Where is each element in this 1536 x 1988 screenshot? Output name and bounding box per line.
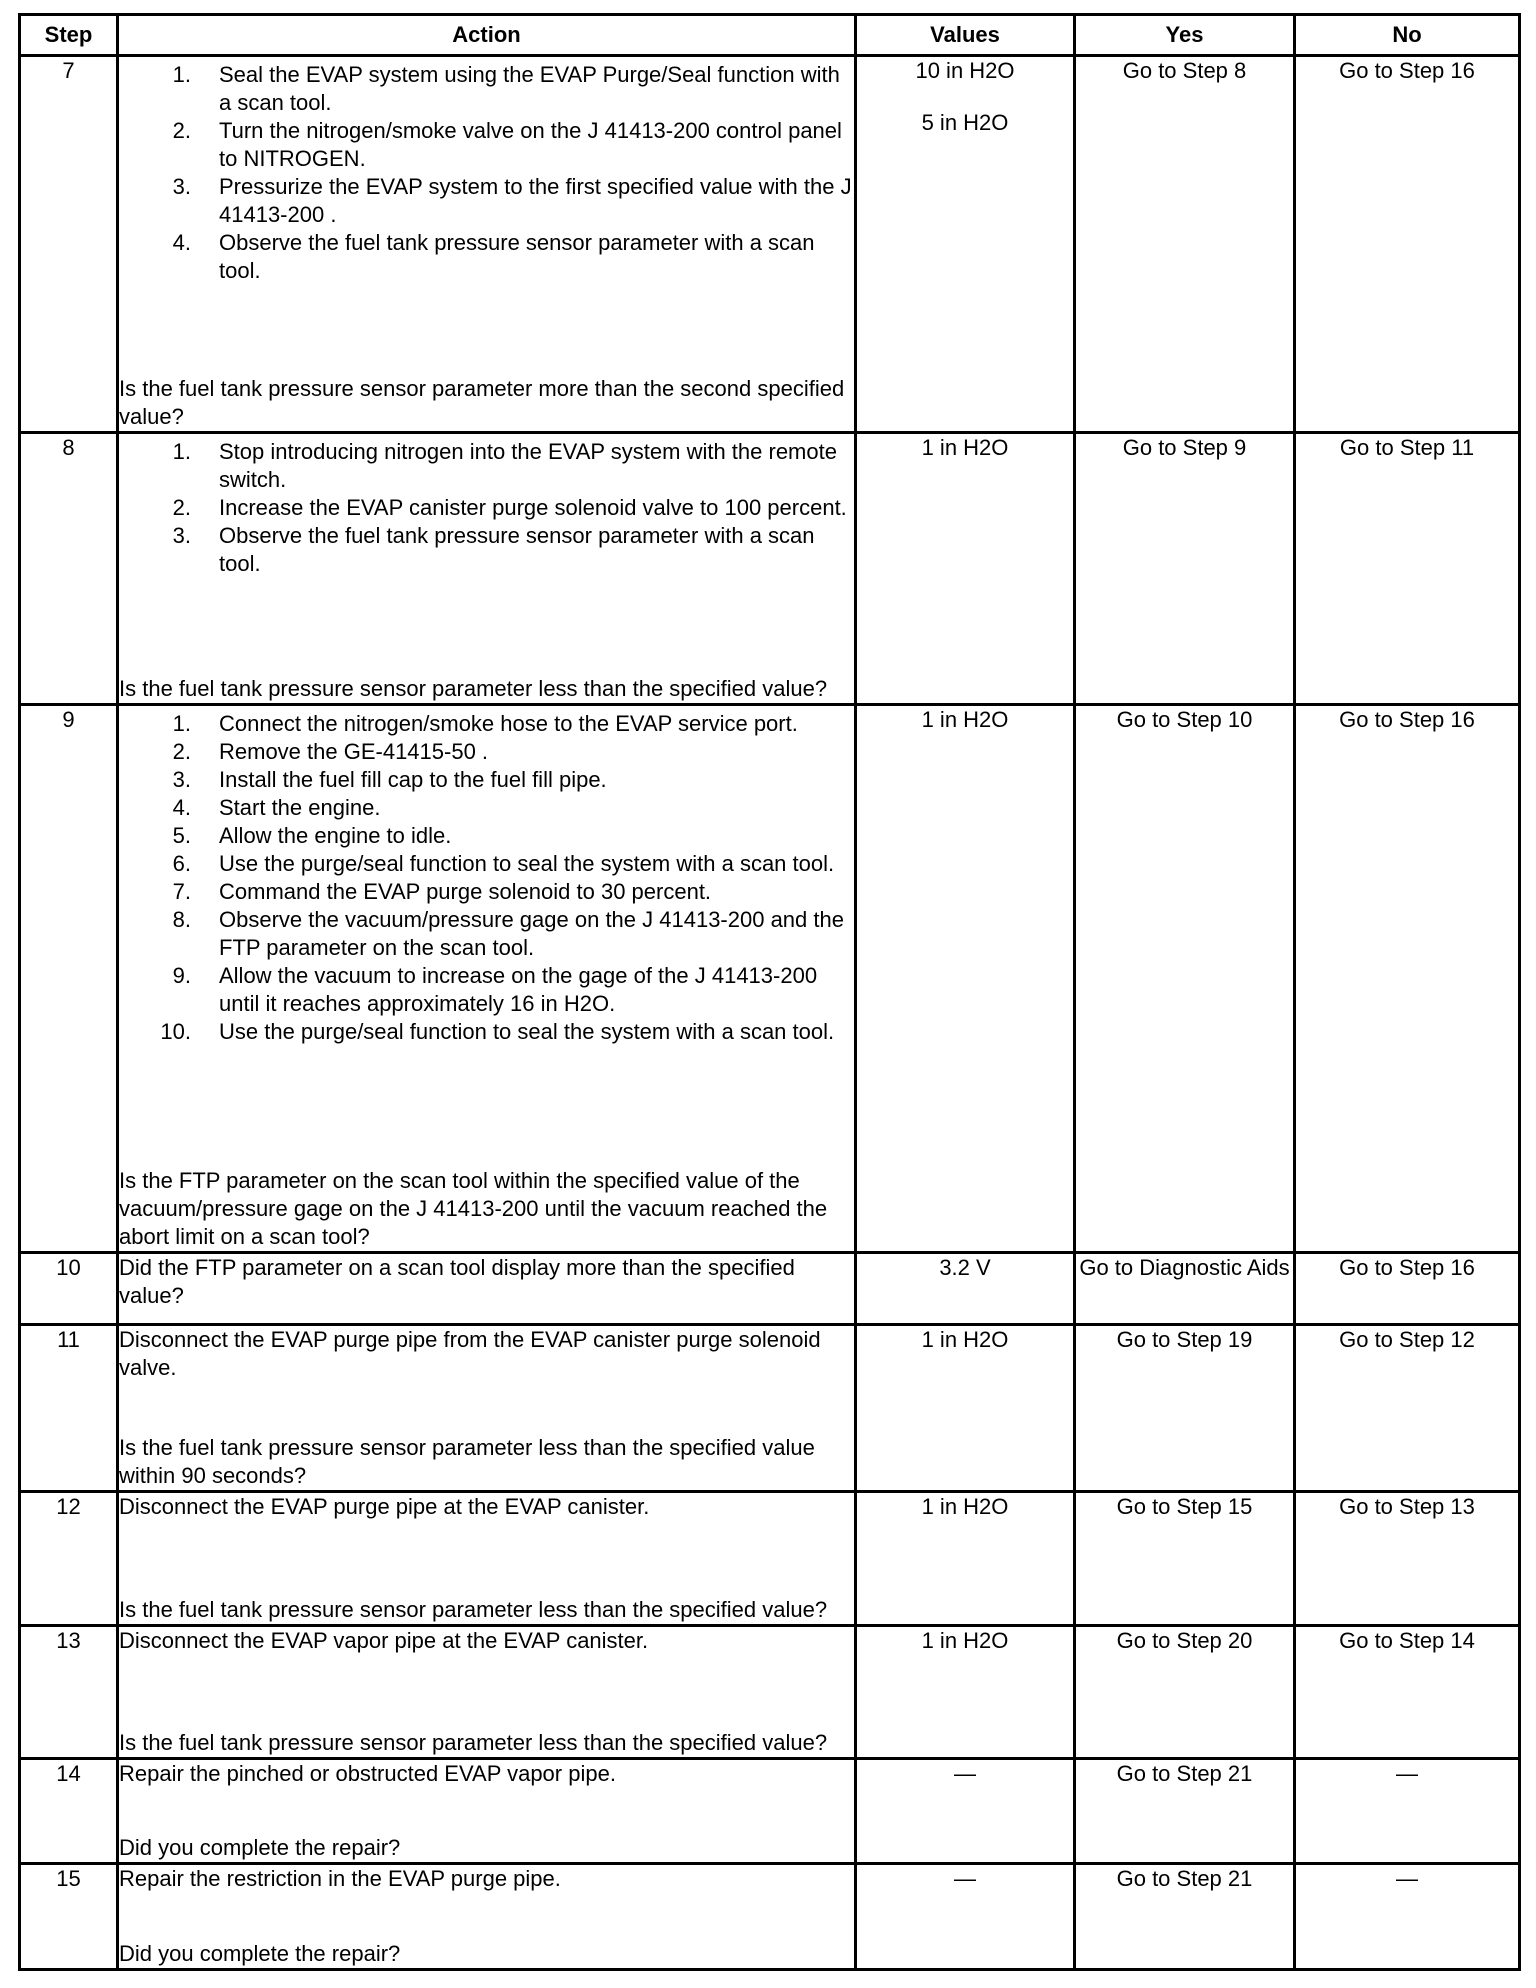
action-step [119, 962, 854, 1018]
spec-value: 1 in H2O [921, 435, 1009, 461]
table-row [20, 433, 1520, 704]
yes-cell: Go to Step 21 [1075, 1863, 1295, 1969]
spec-value: 10 in H2O [915, 58, 1015, 83]
action-step-text: Remove the GE-41415-50 . [219, 738, 489, 764]
action-top [119, 1627, 854, 1655]
table-row [20, 704, 1520, 1252]
no-cell: Go to Step 13 [1295, 1492, 1520, 1625]
no-cell: Go to Step 16 [1295, 56, 1520, 433]
yes-cell: Go to Step 19 [1075, 1325, 1295, 1492]
action-step [119, 173, 854, 229]
action-step [119, 822, 854, 850]
action-step [119, 794, 854, 822]
values-cell [856, 1492, 1075, 1625]
action-step [119, 229, 854, 285]
action-step-number: 3. [172, 174, 191, 199]
action-steps-list [119, 710, 854, 1046]
spec-value: 1 in H2O [921, 1627, 1009, 1653]
action-question: Is the fuel tank pressure sensor parameter more than the second specified value? [119, 376, 845, 430]
action-step-text: Observe the fuel tank pressure sensor parameter with a scan tool. [219, 523, 815, 577]
table-row [20, 1325, 1520, 1492]
step-number: 10 [20, 1253, 118, 1325]
action-step [119, 117, 854, 173]
values-cell [856, 56, 1075, 433]
action-content [119, 1627, 854, 1757]
action-step-number: 1. [172, 710, 191, 736]
action-cell [118, 1863, 856, 1969]
spec-value: — [954, 1760, 976, 1786]
header-yes: Yes [1075, 15, 1295, 56]
action-step-text: Start the engine. [219, 794, 381, 820]
step-number: 14 [20, 1758, 118, 1863]
action-content [119, 57, 854, 431]
action-step-text: Increase the EVAP canister purge solenoid valve to 100 percent. [219, 495, 847, 521]
spec-value: 1 in H2O [921, 706, 1009, 732]
action-instruction: Disconnect the EVAP purge pipe from the EVAP canister purge solenoid valve. [119, 1327, 821, 1381]
table-row [20, 1863, 1520, 1969]
yes-cell: Go to Step 8 [1075, 56, 1295, 433]
step-number: 7 [20, 56, 118, 433]
action-question: Is the FTP parameter on the scan tool within the specified value of the vacuum/pressure gage on the J 41413-200 until the vacuum reached the abort limit on a scan tool? [119, 1168, 828, 1249]
yes-cell: Go to Step 10 [1075, 704, 1295, 1252]
action-cell [118, 56, 856, 433]
action-step-number: 3. [172, 766, 191, 792]
action-step [119, 850, 854, 878]
action-top [119, 1493, 854, 1521]
action-step [119, 878, 854, 906]
yes-cell: Go to Diagnostic Aids [1075, 1253, 1295, 1325]
action-step-text: Pressurize the EVAP system to the first specified value with the J 41413-200 . [219, 174, 852, 227]
action-step [119, 522, 854, 578]
spec-value: — [954, 1865, 976, 1891]
action-step-text: Seal the EVAP system using the EVAP Purge/Seal function with a scan tool. [219, 62, 840, 115]
action-content [119, 1865, 854, 1968]
action-step-number: 8. [172, 906, 191, 932]
step-number: 9 [20, 704, 118, 1252]
action-content [119, 1760, 854, 1862]
no-cell: Go to Step 11 [1295, 433, 1520, 704]
values-cell [856, 1325, 1075, 1492]
table-row [20, 1253, 1520, 1325]
table-row [20, 1758, 1520, 1863]
action-steps-list [119, 438, 854, 578]
action-content [119, 1493, 854, 1623]
table-row [20, 56, 1520, 433]
action-question: Is the fuel tank pressure sensor parameter less than the specified value? [119, 1596, 828, 1622]
values-cell [856, 1863, 1075, 1969]
action-step [119, 906, 854, 962]
step-number: 8 [20, 433, 118, 704]
action-step-text: Observe the fuel tank pressure sensor parameter with a scan tool. [219, 230, 815, 283]
action-instruction: Repair the pinched or obstructed EVAP vapor pipe. [119, 1760, 616, 1786]
header-step: Step [20, 15, 118, 56]
action-instruction: Repair the restriction in the EVAP purge pipe. [119, 1865, 561, 1891]
action-step-number: 4. [172, 230, 191, 255]
action-step-number: 7. [172, 878, 191, 904]
no-cell: Go to Step 12 [1295, 1325, 1520, 1492]
action-top [119, 57, 854, 285]
header-action: Action [118, 15, 856, 56]
action-cell [118, 704, 856, 1252]
yes-cell: Go to Step 9 [1075, 433, 1295, 704]
no-cell: Go to Step 16 [1295, 704, 1520, 1252]
action-step-text: Use the purge/seal function to seal the system with a scan tool. [219, 850, 835, 876]
action-step-number: 3. [172, 523, 191, 549]
values-cell [856, 1758, 1075, 1863]
action-step-number: 6. [172, 850, 191, 876]
action-question: Is the fuel tank pressure sensor parameter less than the specified value? [119, 675, 828, 701]
action-step [119, 710, 854, 738]
action-step-number: 4. [172, 794, 191, 820]
action-step-number: 9. [172, 962, 191, 988]
action-step-number: 1. [172, 62, 191, 87]
yes-cell: Go to Step 21 [1075, 1758, 1295, 1863]
action-step-number: 2. [172, 118, 191, 143]
action-step-text: Allow the vacuum to increase on the gage of the J 41413-200 until it reaches approximately 16 in H2O. [219, 962, 818, 1016]
action-step [119, 738, 854, 766]
action-step-number: 5. [172, 822, 191, 848]
action-instruction: Disconnect the EVAP vapor pipe at the EVAP canister. [119, 1627, 649, 1653]
action-step-text: Use the purge/seal function to seal the system with a scan tool. [219, 1018, 835, 1044]
action-question: Did you complete the repair? [119, 1834, 401, 1860]
action-step-number: 2. [172, 495, 191, 521]
values-cell [856, 704, 1075, 1252]
no-cell: — [1295, 1758, 1520, 1863]
yes-cell: Go to Step 15 [1075, 1492, 1295, 1625]
diagnostic-table [18, 13, 1521, 1971]
values-cell [856, 1253, 1075, 1325]
action-cell [118, 1253, 856, 1325]
table-row [20, 1492, 1520, 1625]
action-steps-list [119, 61, 854, 285]
action-top [119, 1326, 854, 1382]
action-instruction: Disconnect the EVAP purge pipe at the EVAP canister. [119, 1494, 650, 1520]
action-cell [118, 1625, 856, 1758]
action-question: Is the fuel tank pressure sensor parameter less than the specified value within 90 seconds? [119, 1435, 815, 1489]
action-question: Is the fuel tank pressure sensor parameter less than the specified value? [119, 1729, 828, 1755]
action-content [119, 1254, 854, 1323]
action-step [119, 1018, 854, 1046]
action-top [119, 706, 854, 1046]
action-step-text: Allow the engine to idle. [219, 822, 452, 848]
action-content [119, 706, 854, 1251]
action-cell [118, 1758, 856, 1863]
spec-value: 5 in H2O [921, 110, 1009, 135]
action-step [119, 766, 854, 794]
spec-value: 1 in H2O [921, 1327, 1009, 1353]
header-row [20, 15, 1520, 56]
step-number: 11 [20, 1325, 118, 1492]
action-step [119, 438, 854, 494]
action-step-number: 2. [172, 738, 191, 764]
action-step-text: Turn the nitrogen/smoke valve on the J 41413-200 control panel to NITROGEN. [219, 118, 842, 171]
no-cell: — [1295, 1863, 1520, 1969]
action-cell [118, 433, 856, 704]
action-content [119, 1326, 854, 1490]
action-step [119, 61, 854, 117]
action-instruction: Did the FTP parameter on a scan tool display more than the specified value? [119, 1255, 795, 1308]
action-step-text: Install the fuel fill cap to the fuel fill pipe. [219, 766, 607, 792]
action-top [119, 1865, 854, 1893]
action-top [119, 434, 854, 578]
action-question: Did you complete the repair? [119, 1941, 401, 1966]
step-number: 15 [20, 1863, 118, 1969]
action-step-text: Command the EVAP purge solenoid to 30 percent. [219, 878, 712, 904]
values-cell [856, 433, 1075, 704]
action-step-number: 1. [172, 439, 191, 465]
no-cell: Go to Step 14 [1295, 1625, 1520, 1758]
action-cell [118, 1325, 856, 1492]
table-row [20, 1625, 1520, 1758]
action-step-text: Observe the vacuum/pressure gage on the J 41413-200 and the FTP parameter on the scan tool. [219, 906, 844, 960]
no-cell: Go to Step 16 [1295, 1253, 1520, 1325]
action-cell [118, 1492, 856, 1625]
action-step-number: 10. [160, 1018, 191, 1044]
spec-value: 1 in H2O [921, 1494, 1009, 1520]
action-step [119, 494, 854, 522]
action-top [119, 1760, 854, 1788]
step-number: 13 [20, 1625, 118, 1758]
action-content [119, 434, 854, 702]
spec-value: 3.2 V [939, 1255, 991, 1280]
header-values: Values [856, 15, 1075, 56]
action-step-text: Stop introducing nitrogen into the EVAP system with the remote switch. [219, 439, 837, 493]
values-cell [856, 1625, 1075, 1758]
action-step-text: Connect the nitrogen/smoke hose to the EVAP service port. [219, 710, 798, 736]
action-top [119, 1254, 854, 1310]
yes-cell: Go to Step 20 [1075, 1625, 1295, 1758]
step-number: 12 [20, 1492, 118, 1625]
header-no: No [1295, 15, 1520, 56]
